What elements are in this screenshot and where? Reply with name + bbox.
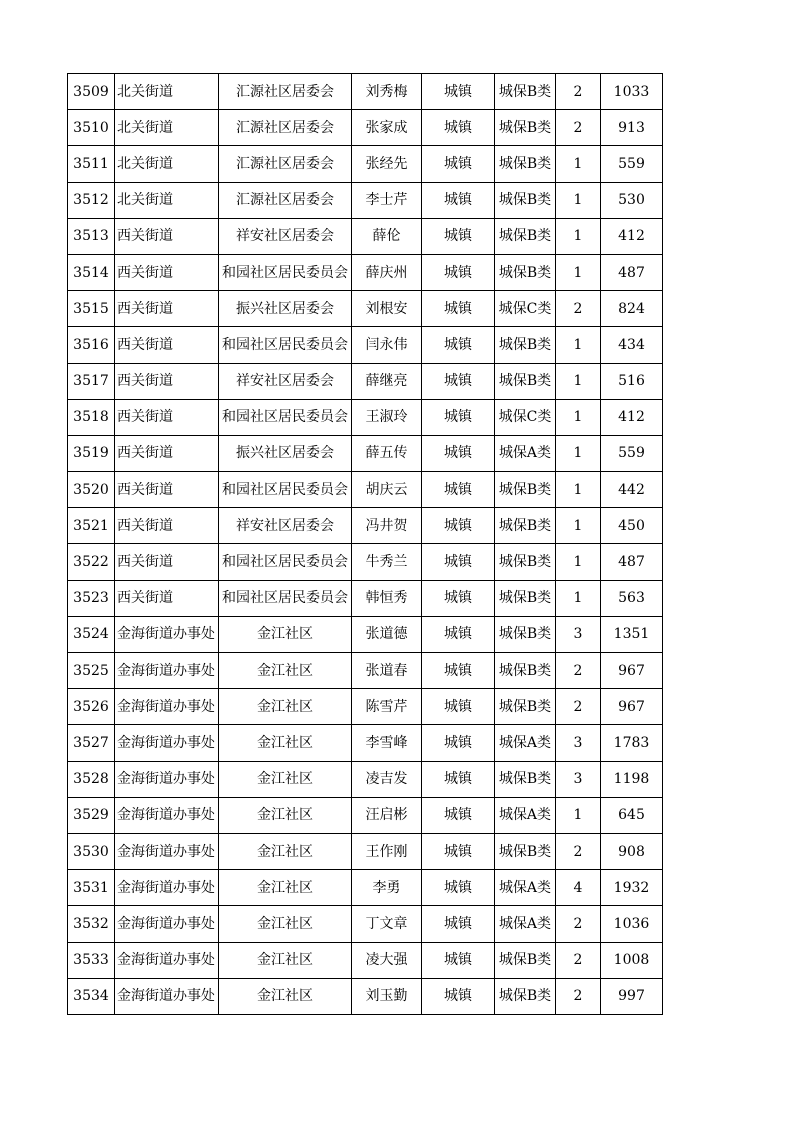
table-row bbox=[68, 435, 663, 471]
cell-area-type: 城镇 bbox=[422, 833, 495, 869]
table-row bbox=[68, 797, 663, 833]
table-row bbox=[68, 725, 663, 761]
cell-street: 金海街道办事处 bbox=[115, 653, 219, 689]
table-row bbox=[68, 74, 663, 110]
table-row bbox=[68, 544, 663, 580]
cell-community: 金江社区 bbox=[219, 725, 352, 761]
cell-people-count: 3 bbox=[556, 725, 601, 761]
cell-amount: 530 bbox=[601, 182, 663, 218]
table-row bbox=[68, 580, 663, 616]
cell-amount: 487 bbox=[601, 544, 663, 580]
cell-community: 金江社区 bbox=[219, 797, 352, 833]
table-row bbox=[68, 508, 663, 544]
cell-amount: 559 bbox=[601, 146, 663, 182]
cell-street: 西关街道 bbox=[115, 327, 219, 363]
cell-person-name: 李雪峰 bbox=[352, 725, 422, 761]
cell-person-name: 张道德 bbox=[352, 616, 422, 652]
cell-amount: 1036 bbox=[601, 906, 663, 942]
cell-community: 金江社区 bbox=[219, 870, 352, 906]
cell-street: 金海街道办事处 bbox=[115, 870, 219, 906]
table-row bbox=[68, 653, 663, 689]
cell-amount: 645 bbox=[601, 797, 663, 833]
cell-number: 3514 bbox=[68, 254, 115, 290]
cell-street: 西关街道 bbox=[115, 291, 219, 327]
cell-community: 金江社区 bbox=[219, 978, 352, 1014]
cell-area-type: 城镇 bbox=[422, 218, 495, 254]
cell-amount: 908 bbox=[601, 833, 663, 869]
table-row bbox=[68, 689, 663, 725]
cell-street: 金海街道办事处 bbox=[115, 797, 219, 833]
table-row bbox=[68, 616, 663, 652]
cell-community: 和园社区居民委员会 bbox=[219, 399, 352, 435]
cell-street: 北关街道 bbox=[115, 110, 219, 146]
cell-amount: 487 bbox=[601, 254, 663, 290]
cell-people-count: 3 bbox=[556, 616, 601, 652]
cell-amount: 434 bbox=[601, 327, 663, 363]
cell-street: 金海街道办事处 bbox=[115, 942, 219, 978]
cell-person-name: 薛伦 bbox=[352, 218, 422, 254]
cell-area-type: 城镇 bbox=[422, 435, 495, 471]
cell-area-type: 城镇 bbox=[422, 906, 495, 942]
table-row bbox=[68, 182, 663, 218]
cell-area-type: 城镇 bbox=[422, 327, 495, 363]
cell-people-count: 1 bbox=[556, 327, 601, 363]
cell-insurance-category: 城保A类 bbox=[495, 435, 556, 471]
cell-number: 3513 bbox=[68, 218, 115, 254]
cell-amount: 412 bbox=[601, 218, 663, 254]
cell-people-count: 1 bbox=[556, 435, 601, 471]
cell-insurance-category: 城保A类 bbox=[495, 870, 556, 906]
cell-community: 和园社区居民委员会 bbox=[219, 580, 352, 616]
cell-number: 3518 bbox=[68, 399, 115, 435]
table-row bbox=[68, 472, 663, 508]
cell-street: 西关街道 bbox=[115, 218, 219, 254]
cell-person-name: 胡庆云 bbox=[352, 472, 422, 508]
cell-community: 金江社区 bbox=[219, 761, 352, 797]
cell-number: 3521 bbox=[68, 508, 115, 544]
cell-insurance-category: 城保B类 bbox=[495, 218, 556, 254]
table-row bbox=[68, 906, 663, 942]
cell-people-count: 2 bbox=[556, 110, 601, 146]
cell-insurance-category: 城保B类 bbox=[495, 833, 556, 869]
cell-people-count: 2 bbox=[556, 653, 601, 689]
cell-number: 3520 bbox=[68, 472, 115, 508]
cell-insurance-category: 城保B类 bbox=[495, 327, 556, 363]
table-row bbox=[68, 761, 663, 797]
cell-community: 祥安社区居委会 bbox=[219, 218, 352, 254]
cell-number: 3519 bbox=[68, 435, 115, 471]
table-row bbox=[68, 833, 663, 869]
cell-insurance-category: 城保B类 bbox=[495, 761, 556, 797]
records-table bbox=[67, 73, 663, 1015]
cell-community: 振兴社区居委会 bbox=[219, 291, 352, 327]
cell-area-type: 城镇 bbox=[422, 725, 495, 761]
cell-person-name: 李勇 bbox=[352, 870, 422, 906]
table-row bbox=[68, 327, 663, 363]
cell-amount: 997 bbox=[601, 978, 663, 1014]
cell-people-count: 1 bbox=[556, 254, 601, 290]
cell-street: 北关街道 bbox=[115, 146, 219, 182]
cell-insurance-category: 城保B类 bbox=[495, 182, 556, 218]
cell-insurance-category: 城保B类 bbox=[495, 942, 556, 978]
cell-people-count: 1 bbox=[556, 218, 601, 254]
cell-community: 振兴社区居委会 bbox=[219, 435, 352, 471]
cell-amount: 967 bbox=[601, 689, 663, 725]
cell-people-count: 1 bbox=[556, 544, 601, 580]
cell-person-name: 薛庆州 bbox=[352, 254, 422, 290]
cell-person-name: 冯井贺 bbox=[352, 508, 422, 544]
cell-area-type: 城镇 bbox=[422, 978, 495, 1014]
cell-insurance-category: 城保A类 bbox=[495, 797, 556, 833]
cell-amount: 1351 bbox=[601, 616, 663, 652]
cell-street: 西关街道 bbox=[115, 399, 219, 435]
cell-area-type: 城镇 bbox=[422, 616, 495, 652]
cell-amount: 967 bbox=[601, 653, 663, 689]
cell-street: 西关街道 bbox=[115, 508, 219, 544]
cell-number: 3523 bbox=[68, 580, 115, 616]
cell-number: 3531 bbox=[68, 870, 115, 906]
cell-amount: 1033 bbox=[601, 74, 663, 110]
cell-people-count: 2 bbox=[556, 978, 601, 1014]
cell-amount: 1783 bbox=[601, 725, 663, 761]
cell-street: 金海街道办事处 bbox=[115, 978, 219, 1014]
cell-person-name: 薛继亮 bbox=[352, 363, 422, 399]
cell-person-name: 张经先 bbox=[352, 146, 422, 182]
cell-number: 3534 bbox=[68, 978, 115, 1014]
records-table-body bbox=[68, 74, 663, 1015]
cell-amount: 559 bbox=[601, 435, 663, 471]
cell-insurance-category: 城保C类 bbox=[495, 399, 556, 435]
cell-street: 金海街道办事处 bbox=[115, 689, 219, 725]
cell-number: 3512 bbox=[68, 182, 115, 218]
cell-person-name: 刘玉勤 bbox=[352, 978, 422, 1014]
cell-insurance-category: 城保B类 bbox=[495, 146, 556, 182]
cell-insurance-category: 城保B类 bbox=[495, 110, 556, 146]
cell-community: 金江社区 bbox=[219, 653, 352, 689]
cell-person-name: 凌大强 bbox=[352, 942, 422, 978]
cell-area-type: 城镇 bbox=[422, 74, 495, 110]
cell-community: 金江社区 bbox=[219, 942, 352, 978]
table-row bbox=[68, 942, 663, 978]
cell-insurance-category: 城保B类 bbox=[495, 544, 556, 580]
cell-street: 西关街道 bbox=[115, 435, 219, 471]
cell-insurance-category: 城保B类 bbox=[495, 616, 556, 652]
cell-person-name: 汪启彬 bbox=[352, 797, 422, 833]
cell-area-type: 城镇 bbox=[422, 580, 495, 616]
cell-area-type: 城镇 bbox=[422, 291, 495, 327]
cell-number: 3516 bbox=[68, 327, 115, 363]
cell-amount: 913 bbox=[601, 110, 663, 146]
cell-amount: 516 bbox=[601, 363, 663, 399]
cell-person-name: 张家成 bbox=[352, 110, 422, 146]
cell-number: 3527 bbox=[68, 725, 115, 761]
cell-amount: 1932 bbox=[601, 870, 663, 906]
table-row bbox=[68, 291, 663, 327]
cell-people-count: 1 bbox=[556, 363, 601, 399]
cell-insurance-category: 城保B类 bbox=[495, 689, 556, 725]
cell-amount: 563 bbox=[601, 580, 663, 616]
cell-community: 金江社区 bbox=[219, 906, 352, 942]
cell-people-count: 1 bbox=[556, 797, 601, 833]
cell-area-type: 城镇 bbox=[422, 870, 495, 906]
cell-insurance-category: 城保B类 bbox=[495, 978, 556, 1014]
table-row bbox=[68, 870, 663, 906]
cell-community: 汇源社区居委会 bbox=[219, 146, 352, 182]
cell-amount: 824 bbox=[601, 291, 663, 327]
cell-number: 3522 bbox=[68, 544, 115, 580]
cell-person-name: 李士芹 bbox=[352, 182, 422, 218]
cell-street: 西关街道 bbox=[115, 544, 219, 580]
cell-insurance-category: 城保B类 bbox=[495, 74, 556, 110]
cell-person-name: 薛五传 bbox=[352, 435, 422, 471]
cell-amount: 412 bbox=[601, 399, 663, 435]
cell-street: 金海街道办事处 bbox=[115, 616, 219, 652]
cell-community: 祥安社区居委会 bbox=[219, 363, 352, 399]
cell-community: 和园社区居民委员会 bbox=[219, 254, 352, 290]
cell-insurance-category: 城保B类 bbox=[495, 508, 556, 544]
cell-insurance-category: 城保B类 bbox=[495, 472, 556, 508]
table-row bbox=[68, 399, 663, 435]
cell-area-type: 城镇 bbox=[422, 146, 495, 182]
cell-person-name: 凌吉发 bbox=[352, 761, 422, 797]
cell-number: 3517 bbox=[68, 363, 115, 399]
cell-street: 西关街道 bbox=[115, 254, 219, 290]
cell-number: 3528 bbox=[68, 761, 115, 797]
cell-area-type: 城镇 bbox=[422, 653, 495, 689]
cell-street: 金海街道办事处 bbox=[115, 906, 219, 942]
cell-number: 3510 bbox=[68, 110, 115, 146]
cell-area-type: 城镇 bbox=[422, 110, 495, 146]
cell-community: 祥安社区居委会 bbox=[219, 508, 352, 544]
cell-people-count: 4 bbox=[556, 870, 601, 906]
cell-number: 3509 bbox=[68, 74, 115, 110]
cell-amount: 442 bbox=[601, 472, 663, 508]
cell-people-count: 1 bbox=[556, 472, 601, 508]
cell-area-type: 城镇 bbox=[422, 797, 495, 833]
cell-area-type: 城镇 bbox=[422, 689, 495, 725]
cell-person-name: 张道春 bbox=[352, 653, 422, 689]
cell-community: 金江社区 bbox=[219, 833, 352, 869]
cell-people-count: 2 bbox=[556, 74, 601, 110]
cell-insurance-category: 城保B类 bbox=[495, 653, 556, 689]
cell-people-count: 2 bbox=[556, 906, 601, 942]
cell-person-name: 闫永伟 bbox=[352, 327, 422, 363]
cell-people-count: 1 bbox=[556, 146, 601, 182]
cell-number: 3529 bbox=[68, 797, 115, 833]
cell-area-type: 城镇 bbox=[422, 472, 495, 508]
cell-area-type: 城镇 bbox=[422, 942, 495, 978]
cell-person-name: 丁文章 bbox=[352, 906, 422, 942]
cell-person-name: 王作刚 bbox=[352, 833, 422, 869]
cell-area-type: 城镇 bbox=[422, 182, 495, 218]
cell-community: 金江社区 bbox=[219, 689, 352, 725]
cell-people-count: 1 bbox=[556, 508, 601, 544]
cell-people-count: 1 bbox=[556, 580, 601, 616]
cell-amount: 1008 bbox=[601, 942, 663, 978]
table-row bbox=[68, 110, 663, 146]
cell-community: 汇源社区居委会 bbox=[219, 182, 352, 218]
cell-number: 3525 bbox=[68, 653, 115, 689]
cell-area-type: 城镇 bbox=[422, 399, 495, 435]
cell-insurance-category: 城保B类 bbox=[495, 580, 556, 616]
table-row bbox=[68, 978, 663, 1014]
cell-people-count: 3 bbox=[556, 761, 601, 797]
cell-people-count: 2 bbox=[556, 942, 601, 978]
cell-people-count: 2 bbox=[556, 833, 601, 869]
cell-street: 北关街道 bbox=[115, 182, 219, 218]
cell-number: 3524 bbox=[68, 616, 115, 652]
cell-insurance-category: 城保B类 bbox=[495, 363, 556, 399]
table-row bbox=[68, 146, 663, 182]
cell-person-name: 韩恒秀 bbox=[352, 580, 422, 616]
cell-area-type: 城镇 bbox=[422, 363, 495, 399]
cell-insurance-category: 城保C类 bbox=[495, 291, 556, 327]
cell-number: 3532 bbox=[68, 906, 115, 942]
cell-insurance-category: 城保A类 bbox=[495, 906, 556, 942]
cell-area-type: 城镇 bbox=[422, 761, 495, 797]
cell-person-name: 牛秀兰 bbox=[352, 544, 422, 580]
cell-number: 3526 bbox=[68, 689, 115, 725]
cell-community: 和园社区居民委员会 bbox=[219, 472, 352, 508]
cell-street: 金海街道办事处 bbox=[115, 833, 219, 869]
cell-community: 金江社区 bbox=[219, 616, 352, 652]
cell-area-type: 城镇 bbox=[422, 544, 495, 580]
cell-street: 金海街道办事处 bbox=[115, 761, 219, 797]
cell-people-count: 1 bbox=[556, 182, 601, 218]
cell-insurance-category: 城保B类 bbox=[495, 254, 556, 290]
cell-person-name: 刘根安 bbox=[352, 291, 422, 327]
table-row bbox=[68, 218, 663, 254]
cell-street: 北关街道 bbox=[115, 74, 219, 110]
cell-number: 3533 bbox=[68, 942, 115, 978]
cell-community: 汇源社区居委会 bbox=[219, 110, 352, 146]
cell-amount: 450 bbox=[601, 508, 663, 544]
cell-number: 3530 bbox=[68, 833, 115, 869]
cell-people-count: 1 bbox=[556, 399, 601, 435]
cell-street: 西关街道 bbox=[115, 363, 219, 399]
cell-street: 金海街道办事处 bbox=[115, 725, 219, 761]
cell-person-name: 陈雪芹 bbox=[352, 689, 422, 725]
cell-people-count: 2 bbox=[556, 291, 601, 327]
cell-number: 3511 bbox=[68, 146, 115, 182]
cell-area-type: 城镇 bbox=[422, 254, 495, 290]
cell-number: 3515 bbox=[68, 291, 115, 327]
cell-area-type: 城镇 bbox=[422, 508, 495, 544]
cell-street: 西关街道 bbox=[115, 472, 219, 508]
cell-street: 西关街道 bbox=[115, 580, 219, 616]
cell-amount: 1198 bbox=[601, 761, 663, 797]
table-row bbox=[68, 363, 663, 399]
cell-people-count: 2 bbox=[556, 689, 601, 725]
cell-community: 汇源社区居委会 bbox=[219, 74, 352, 110]
cell-community: 和园社区居民委员会 bbox=[219, 544, 352, 580]
cell-insurance-category: 城保A类 bbox=[495, 725, 556, 761]
cell-person-name: 王淑玲 bbox=[352, 399, 422, 435]
table-row bbox=[68, 254, 663, 290]
cell-person-name: 刘秀梅 bbox=[352, 74, 422, 110]
cell-community: 和园社区居民委员会 bbox=[219, 327, 352, 363]
